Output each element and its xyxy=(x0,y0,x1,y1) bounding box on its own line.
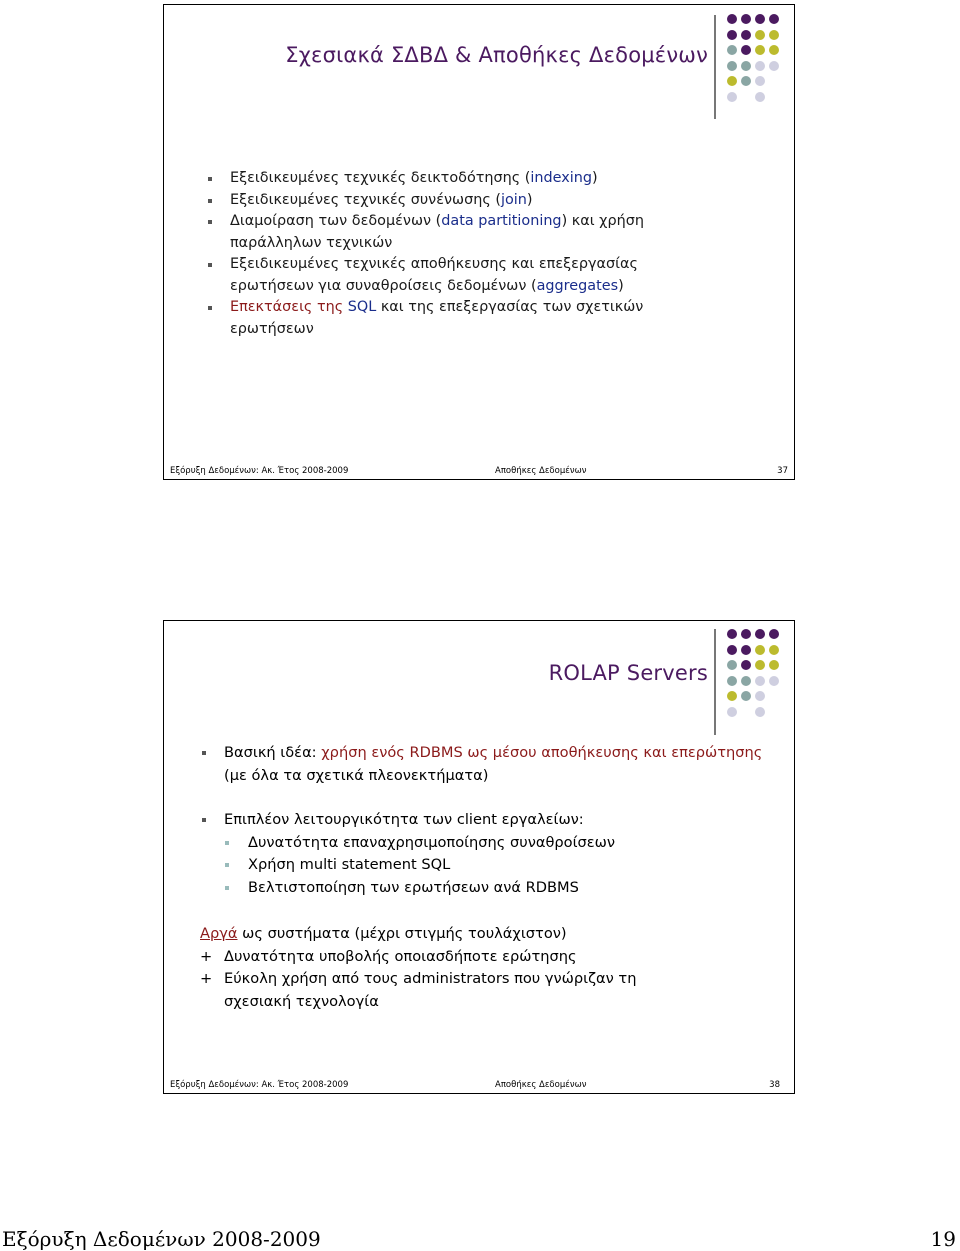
decorative-dot xyxy=(727,30,737,40)
bullet-item: Εξειδικευμένες τεχνικές δεικτοδότησης (indexing) xyxy=(206,168,726,190)
decorative-dot xyxy=(741,629,751,639)
bullet-marker-icon xyxy=(208,220,212,224)
page-number: 19 xyxy=(930,1227,956,1251)
slide-38 xyxy=(163,620,795,1094)
slide-footer xyxy=(170,462,788,476)
decorative-dot xyxy=(727,61,737,71)
sub-bullet-marker-icon xyxy=(225,841,229,845)
bullet-marker-icon xyxy=(208,306,212,310)
slide-footer xyxy=(170,1076,788,1090)
plus-icon: + xyxy=(200,970,213,987)
highlight-term: SQL xyxy=(347,299,377,315)
bullet-item: Επιπλέον λειτουργικότητα των client εργαλείων: xyxy=(200,809,780,832)
decorative-dot xyxy=(755,14,765,24)
highlight-text: χρήση ενός RDBMS ως μέσου αποθήκευσης και επερώτησης xyxy=(321,744,763,761)
slide-37 xyxy=(163,4,795,480)
title-divider-line xyxy=(714,629,716,735)
decorative-dot xyxy=(727,45,737,55)
decorative-dot xyxy=(727,691,737,701)
decorative-dot xyxy=(755,30,765,40)
bullet-item: Εξειδικευμένες τεχνικές συνένωσης (join) xyxy=(206,190,726,212)
footer-topic-label: Αποθήκες Δεδομένων xyxy=(495,466,587,476)
bullet-item: Διαμοίραση των δεδομένων (data partitioning) και χρήση παράλληλων τεχνικών xyxy=(206,211,726,254)
decorative-dot xyxy=(769,660,779,670)
decorative-dot xyxy=(769,45,779,55)
decorative-dot xyxy=(755,61,765,71)
decorative-dot xyxy=(755,707,765,717)
slow-systems-note: Αργά ως συστήματα (μέχρι στιγμής τουλάχιστον) xyxy=(200,925,567,942)
plus-item: + Εύκολη χρήση από τους administrators που γνώριζαν τη σχεσιακή τεχνολογία xyxy=(200,970,637,1010)
decorative-dot xyxy=(769,676,779,686)
slide-title: Σχεσιακά ΣΔΒΔ & Αποθήκες Δεδομένων xyxy=(285,43,708,67)
bullet-marker-icon xyxy=(208,263,212,267)
sub-bullet-marker-icon xyxy=(225,886,229,890)
sub-bullet-item: Χρήση multi statement SQL xyxy=(200,854,780,877)
decorative-dot xyxy=(741,30,751,40)
slow-word: Αργά xyxy=(200,925,238,942)
bullet-marker-icon xyxy=(202,818,206,822)
decorative-dot xyxy=(755,691,765,701)
decorative-dot xyxy=(741,645,751,655)
sub-bullet-marker-icon xyxy=(225,863,229,867)
decorative-dot xyxy=(741,676,751,686)
plus-item: + Δυνατότητα υποβολής οποιασδήποτε ερώτησης xyxy=(200,946,780,969)
decorative-dot xyxy=(727,660,737,670)
decorative-dot xyxy=(741,61,751,71)
slide-page-number: 38 xyxy=(769,1080,780,1090)
bullet-marker-icon xyxy=(208,177,212,181)
decorative-dot xyxy=(755,660,765,670)
sub-bullet-item: Δυνατότητα επαναχρησιμοποίησης συναθροίσεων xyxy=(200,832,780,855)
slide-page-number: 37 xyxy=(777,466,788,476)
decorative-dot xyxy=(727,629,737,639)
bullet-item: Εξειδικευμένες τεχνικές αποθήκευσης και επεξεργασίας ερωτήσεων για συναθροίσεις δεδομένων (aggregates) xyxy=(206,254,726,297)
decorative-dot xyxy=(727,14,737,24)
sub-bullet-item: Βελτιστοποίηση των ερωτήσεων ανά RDBMS xyxy=(200,877,780,900)
footer-course-label: Εξόρυξη Δεδομένων: Ακ. Έτος 2008-2009 xyxy=(170,466,349,476)
decorative-dot xyxy=(741,45,751,55)
title-divider-line xyxy=(714,15,716,119)
highlight-term: data partitioning xyxy=(441,213,562,229)
decorative-dot xyxy=(727,707,737,717)
slide-title: ROLAP Servers xyxy=(548,661,708,685)
highlight-term: indexing xyxy=(530,170,593,186)
bullet-marker-icon xyxy=(202,751,206,755)
plus-icon: + xyxy=(200,947,213,965)
highlight-term: join xyxy=(500,191,527,208)
footer-course-label: Εξόρυξη Δεδομένων: Ακ. Έτος 2008-2009 xyxy=(170,1080,349,1090)
bullet-continuation: (με όλα τα σχετικά πλεονεκτήματα) xyxy=(224,766,489,784)
decorative-dot xyxy=(755,645,765,655)
decorative-dot xyxy=(727,676,737,686)
decorative-dot xyxy=(741,691,751,701)
decorative-dot xyxy=(727,92,737,102)
bullet-item: Βασική ιδέα: χρήση ενός RDBMS ως μέσου αποθήκευσης και επερώτησης xyxy=(200,742,780,765)
decorative-dot xyxy=(727,645,737,655)
highlight-term: aggregates xyxy=(536,277,619,294)
decorative-dot xyxy=(727,76,737,86)
decorative-dot xyxy=(769,61,779,71)
decorative-dot xyxy=(769,629,779,639)
slide-bullet-list xyxy=(206,168,726,340)
decorative-dot xyxy=(741,660,751,670)
bullet-marker-icon xyxy=(208,199,212,203)
decorative-dot xyxy=(741,14,751,24)
decorative-dot xyxy=(755,45,765,55)
decorative-dot xyxy=(755,629,765,639)
decorative-dot xyxy=(755,76,765,86)
decorative-dot xyxy=(755,676,765,686)
slide-bullet-list xyxy=(200,742,780,1013)
page-footer-title: Εξόρυξη Δεδομένων 2008-2009 xyxy=(2,1227,321,1251)
decorative-dot xyxy=(741,76,751,86)
decorative-dot xyxy=(769,30,779,40)
bullet-item: Επεκτάσεις της SQL και της επεξεργασίας των σχετικών ερωτήσεων xyxy=(206,297,726,340)
decorative-dot xyxy=(769,14,779,24)
decorative-dot xyxy=(769,645,779,655)
decorative-dot xyxy=(755,92,765,102)
footer-topic-label: Αποθήκες Δεδομένων xyxy=(495,1080,587,1090)
